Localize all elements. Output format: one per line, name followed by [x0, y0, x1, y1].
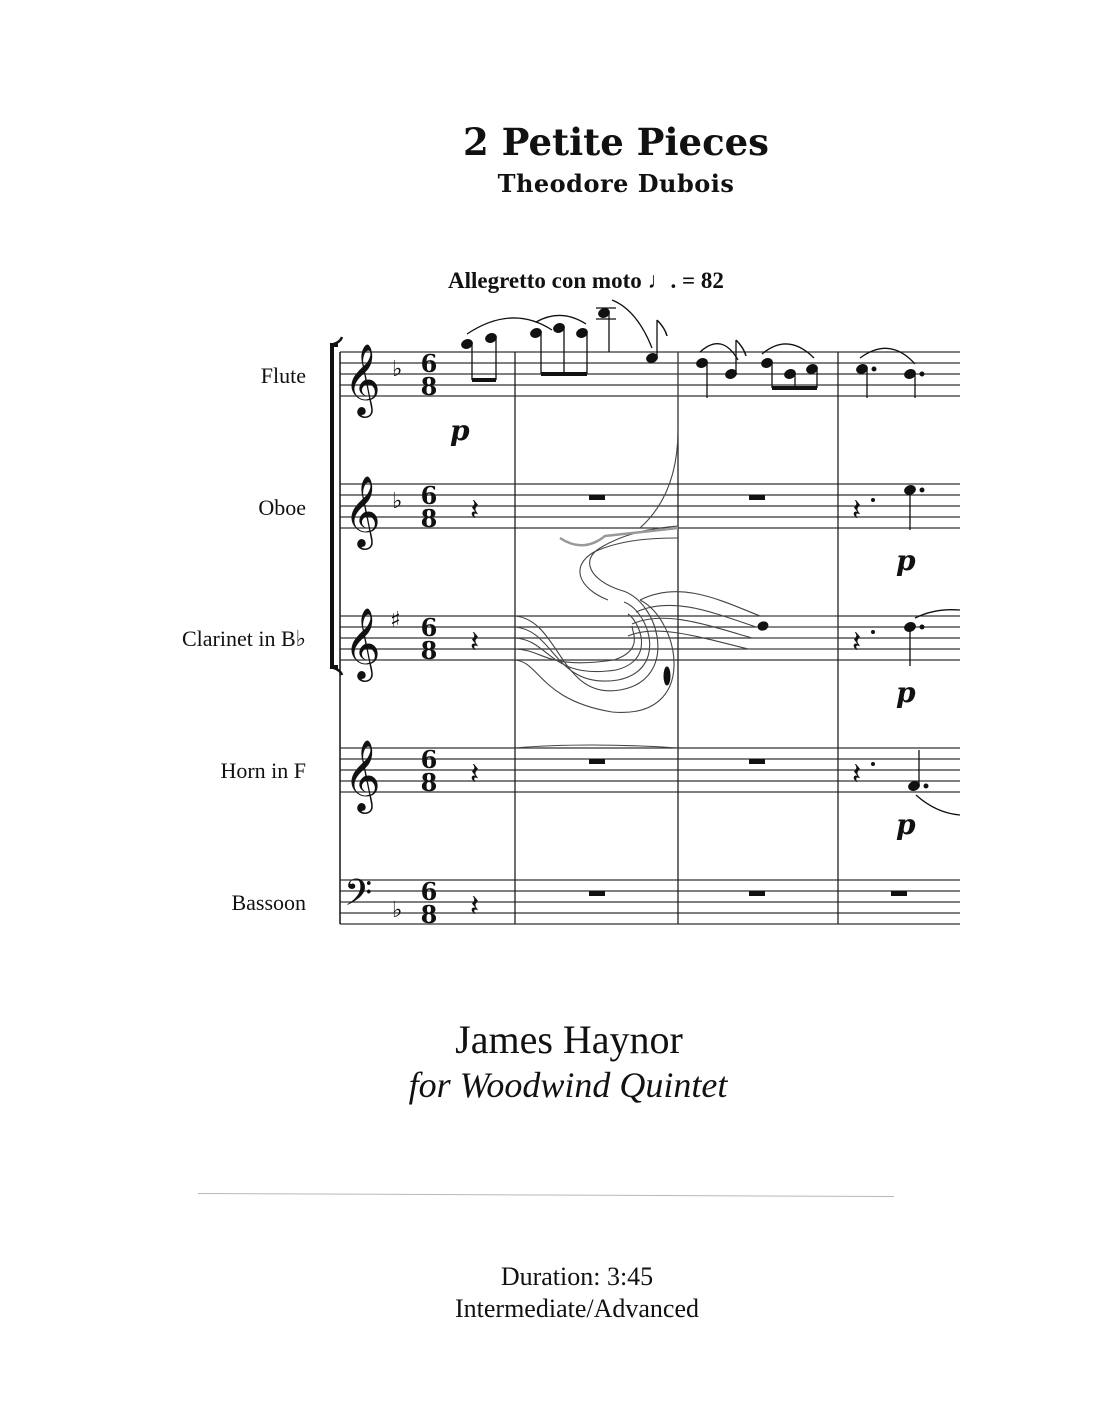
svg-text:8: 8	[420, 768, 438, 797]
dotted-quarter-note-icon: ♩.	[647, 268, 677, 293]
svg-text:6: 6	[420, 349, 438, 378]
instrument-label-oboe: Oboe	[258, 495, 306, 520]
arranger-name: James Haynor	[455, 1017, 683, 1062]
flat-icon: ♭	[392, 357, 403, 382]
treble-clef-icon: 𝄞	[344, 606, 381, 679]
instrument-label-horn: Horn in F	[220, 758, 306, 783]
quarter-rest-icon: 𝄽	[852, 493, 862, 528]
dynamic-marking: p	[896, 544, 916, 577]
flute-notes	[460, 300, 924, 398]
instrument-label-bassoon: Bassoon	[231, 890, 306, 915]
bass-clef-icon: 𝄢	[344, 872, 373, 923]
page-title: 2 Petite Pieces	[463, 120, 769, 164]
quarter-rest-icon: 𝄽	[470, 493, 480, 528]
instrument-label-flute: Flute	[260, 363, 306, 388]
divider	[198, 1193, 894, 1197]
tempo-text: Allegretto con moto	[448, 268, 642, 293]
quarter-rest-icon: 𝄽	[852, 625, 862, 660]
svg-text:8: 8	[420, 636, 438, 665]
svg-text:8: 8	[420, 504, 438, 533]
instrument-label-clarinet: Clarinet in B♭	[181, 626, 306, 651]
flat-icon: ♭	[392, 489, 403, 514]
dynamic-marking: p	[896, 676, 916, 709]
rests	[470, 493, 907, 924]
svg-text:8: 8	[420, 372, 438, 401]
duration-text: Duration: 3:45	[500, 1262, 654, 1291]
quarter-rest-icon: 𝄽	[470, 889, 480, 924]
treble-clef-icon: 𝄞	[344, 738, 381, 811]
difficulty-level: Intermediate/Advanced	[455, 1294, 699, 1323]
key-signatures	[390, 357, 402, 923]
composer-name: Theodore Dubois	[497, 169, 735, 198]
dynamic-marking: p	[896, 808, 916, 841]
quarter-rest-icon: 𝄽	[470, 625, 480, 660]
tempo-value: = 82	[682, 268, 724, 293]
quarter-rest-icon: 𝄽	[852, 757, 862, 792]
svg-text:8: 8	[420, 900, 438, 929]
swirl-notes	[664, 621, 769, 685]
svg-text:6: 6	[420, 481, 438, 510]
staff-bracket	[332, 345, 338, 667]
sharp-icon: ♯	[390, 608, 401, 633]
flat-icon: ♭	[392, 898, 403, 923]
treble-clef-icon: 𝄞	[344, 474, 381, 547]
svg-text:6: 6	[420, 613, 438, 642]
svg-text:6: 6	[420, 877, 438, 906]
quarter-rest-icon: 𝄽	[470, 757, 480, 792]
dynamic-marking: p	[450, 414, 470, 447]
clefs	[344, 342, 381, 923]
ensemble-subtitle: for Woodwind Quintet	[408, 1065, 728, 1105]
treble-clef-icon: 𝄞	[344, 342, 381, 415]
time-signatures	[421, 349, 438, 929]
decorative-swirl	[515, 352, 838, 748]
svg-text:6: 6	[420, 745, 438, 774]
